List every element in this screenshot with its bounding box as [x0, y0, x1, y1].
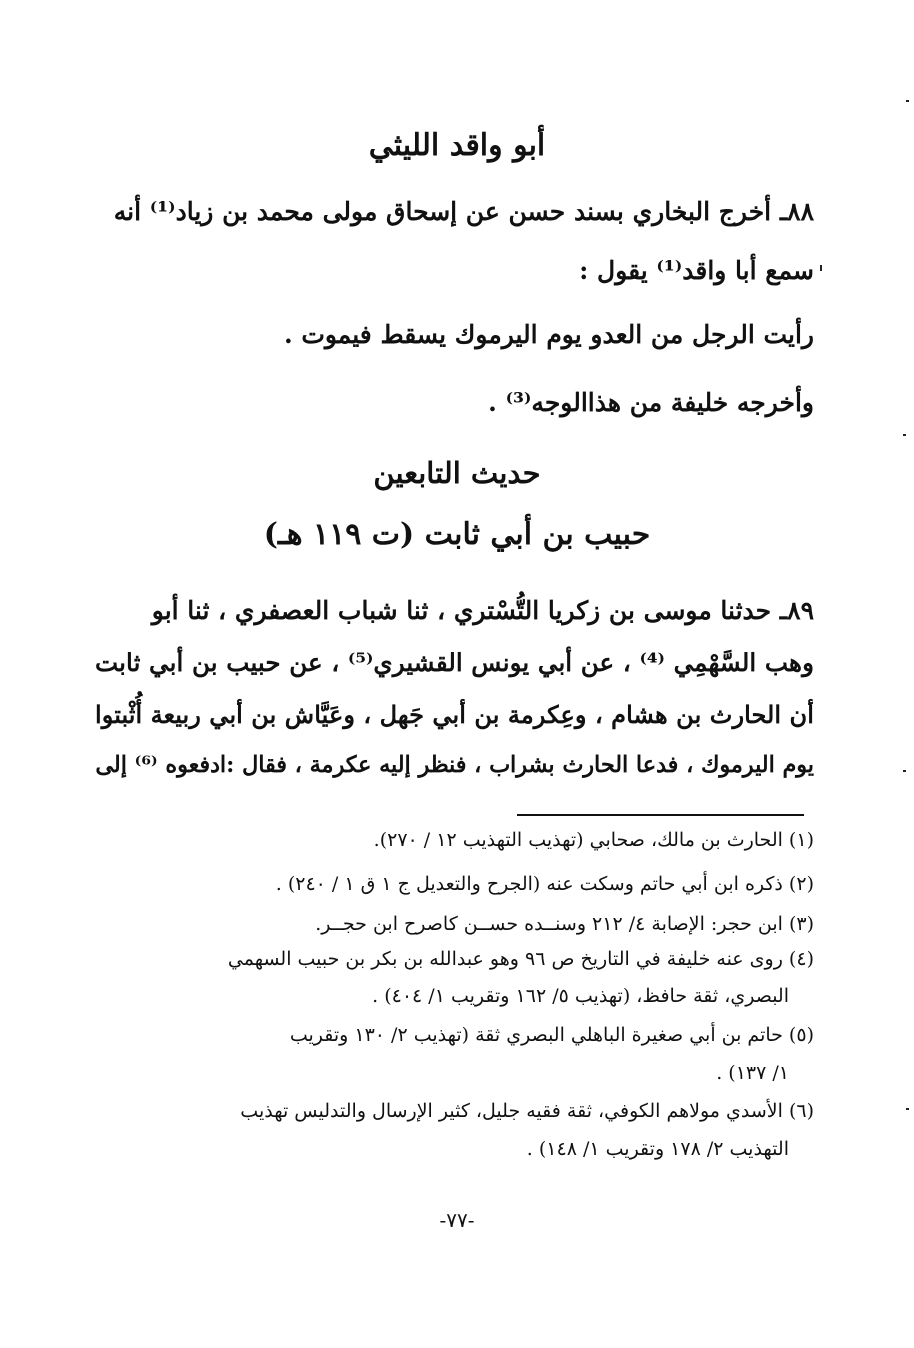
- footnote-6-line-1: (٦) الأسدي مولاهم الكوفي، ثقة فقيه جليل، كثير الإرسال والتدليس تهذيب: [240, 1100, 814, 1122]
- scan-mark: [906, 1108, 909, 1110]
- section-heading-habib: حبيب بن أبي ثابت (ت ١١٩ هـ): [263, 517, 651, 552]
- footnote-4-line-1: (٤) روى عنه خليفة في التاريخ ص ٩٦ وهو عبدالله بن بكر بن حبيب السهمي: [227, 948, 814, 970]
- paragraph-89-line-2: وهب السَّهْمِي ⁽⁴⁾ ، عن أبي يونس القشيري⁽⁵⁾ ، عن حبيب بن أبي ثابت: [94, 648, 814, 677]
- footnote-divider: [517, 814, 804, 816]
- scan-mark: [906, 100, 909, 102]
- page-number: -٧٧-: [439, 1208, 475, 1232]
- paragraph-89-line-3: أن الحارث بن هشام ، وعِكرمة بن أبي جَهل ، وعَيَّاش بن أبي ربيعة أُثْبتوا: [95, 700, 814, 729]
- footnote-5-line-1: (٥) حاتم بن أبي صغيرة الباهلي البصري ثقة (تهذيب ٢/ ١٣٠ وتقريب: [289, 1024, 814, 1046]
- section-heading-abu-waqid: أبو واقد الليثي: [368, 128, 546, 163]
- section-heading-tabiin: حديث التابعين: [373, 456, 541, 490]
- paragraph-88-quote: رأيت الرجل من العدو يوم اليرموك يسقط فيموت .: [283, 320, 814, 349]
- scan-mark: [903, 770, 906, 772]
- scan-mark: [820, 265, 822, 271]
- paragraph-89-line-4: يوم اليرموك ، فدعا الحارث بشراب ، فنظر إليه عكرمة ، فقال :ادفعوه ⁽⁶⁾ إلى: [95, 752, 814, 778]
- footnote-4-line-2: البصري، ثقة حافظ، (تهذيب ٥/ ١٦٢ وتقريب ١/ ٤٠٤) .: [372, 985, 789, 1007]
- footnote-5-line-2: ١/ ١٣٧) .: [716, 1062, 789, 1084]
- footnote-2: (٢) ذكره ابن أبي حاتم وسكت عنه (الجرح والتعديل ج ١ ق ١ / ٢٤٠) .: [275, 873, 814, 895]
- paragraph-88-line-1: ٨٨ـ أخرج البخاري بسند حسن عن إسحاق مولى محمد بن زياد⁽¹⁾ أنه: [113, 197, 814, 226]
- footnote-6-line-2: التهذيب ٢/ ١٧٨ وتقريب ١/ ١٤٨) .: [526, 1138, 789, 1160]
- paragraph-88-source: وأخرجه خليفة من هذاالوجه⁽³⁾ .: [488, 388, 814, 417]
- scan-mark: [903, 434, 906, 436]
- footnote-1: (١) الحارث بن مالك، صحابي (تهذيب التهذيب ١٢ / ٢٧٠).: [373, 829, 814, 851]
- paragraph-88-line-2: سمع أبا واقد⁽¹⁾ يقول :: [579, 256, 814, 285]
- footnote-3: (٣) ابن حجر: الإصابة ٤/ ٢١٢ وسنــده حســن كاصرح ابن حجــر.: [315, 913, 814, 935]
- paragraph-89-line-1: ٨٩ـ حدثنا موسى بن زكريا التُّسْتري ، ثنا شباب العصفري ، ثنا أبو: [151, 596, 814, 625]
